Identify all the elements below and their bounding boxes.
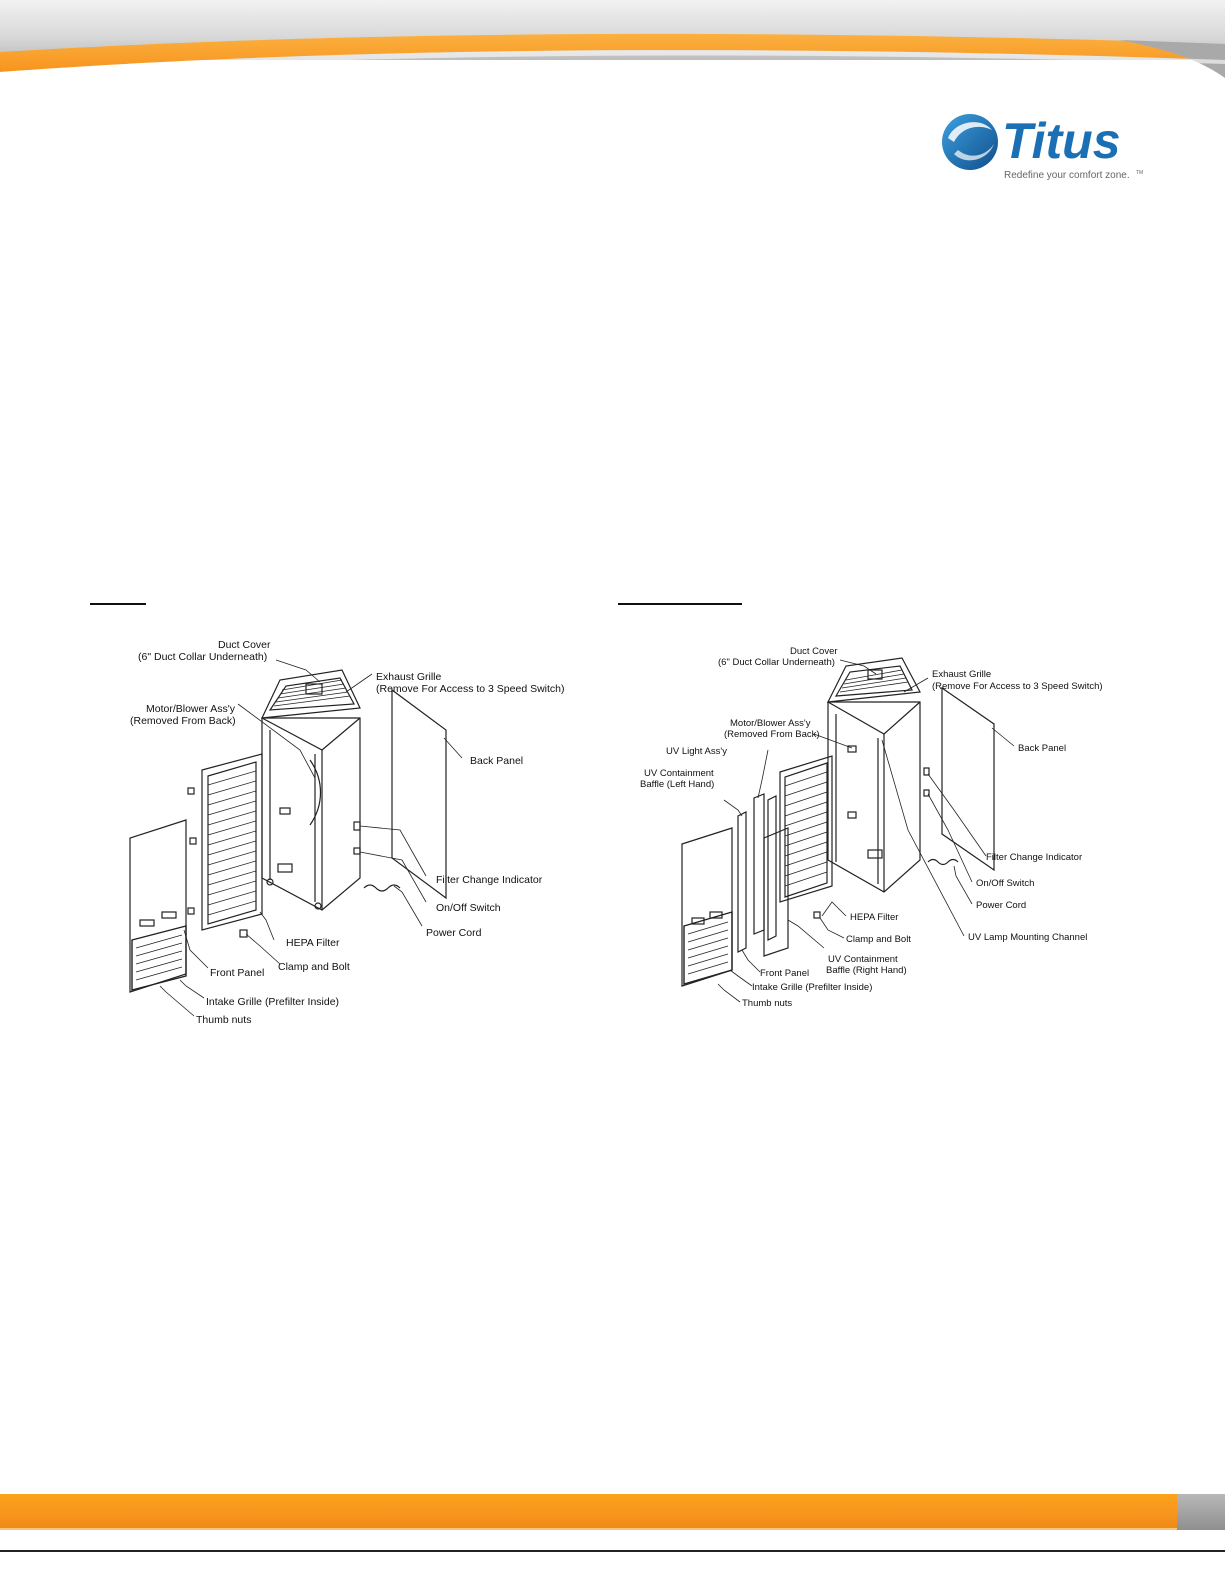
label-front-panel: Front Panel — [760, 968, 810, 979]
label-back-panel: Back Panel — [470, 755, 524, 767]
label-uv-light: UV Light Ass'y — [666, 746, 727, 757]
label-power-cord: Power Cord — [976, 900, 1027, 911]
label-uv-lamp-channel: UV Lamp Mounting Channel — [968, 932, 1088, 943]
label-hepa: HEPA Filter — [850, 912, 899, 923]
label-exhaust-grille: Exhaust Grille — [376, 671, 442, 683]
exploded-diagram-standard — [110, 630, 590, 1030]
label-uv-baffle-right-sub: Baffle (Right Hand) — [826, 965, 907, 976]
label-intake: Intake Grille (Prefilter Inside) — [206, 996, 340, 1008]
logo-tagline: Redefine your comfort zone. — [1004, 170, 1130, 181]
page-number-box — [1177, 1494, 1225, 1530]
label-exhaust-grille: Exhaust Grille — [932, 669, 992, 680]
label-duct-cover-sub: (6" Duct Collar Underneath) — [138, 651, 268, 663]
header-band — [0, 0, 1225, 90]
label-duct-cover-sub: (6" Duct Collar Underneath) — [718, 657, 835, 668]
label-motor-sub: (Removed From Back) — [724, 729, 820, 740]
label-on-off: On/Off Switch — [976, 878, 1035, 889]
section-heading-rule-left — [90, 603, 146, 605]
label-uv-baffle-right: UV Containment — [828, 954, 898, 965]
label-back-panel: Back Panel — [1018, 743, 1067, 754]
label-clamp: Clamp and Bolt — [846, 934, 911, 945]
label-motor-sub: (Removed From Back) — [130, 715, 236, 727]
footer-band — [0, 1490, 1225, 1538]
label-duct-cover: Duct Cover — [218, 639, 271, 651]
label-exhaust-grille-sub: (Remove For Access to 3 Speed Switch) — [932, 681, 1103, 692]
footer-orange-bar — [0, 1494, 1225, 1530]
logo-tm: TM — [1136, 170, 1144, 176]
swirl-logo-icon — [940, 108, 1150, 188]
bottom-rule — [0, 1550, 1225, 1552]
label-front-panel: Front Panel — [210, 967, 265, 979]
label-hepa: HEPA Filter — [286, 937, 340, 949]
section-heading-rule-right — [618, 603, 742, 605]
label-clamp: Clamp and Bolt — [278, 961, 350, 973]
label-duct-cover: Duct Cover — [790, 646, 838, 657]
label-motor: Motor/Blower Ass'y — [730, 718, 811, 729]
label-power-cord: Power Cord — [426, 927, 482, 939]
label-thumb-nuts: Thumb nuts — [742, 998, 793, 1009]
label-on-off: On/Off Switch — [436, 902, 501, 914]
titus-logo — [940, 108, 1150, 188]
label-filter-change: Filter Change Indicator — [986, 852, 1083, 863]
label-intake: Intake Grille (Prefilter Inside) — [752, 982, 873, 993]
exploded-diagram-uv — [638, 630, 1118, 1030]
label-uv-baffle-left: UV Containment — [644, 768, 714, 779]
label-exhaust-grille-sub: (Remove For Access to 3 Speed Switch) — [376, 683, 565, 695]
label-filter-change: Filter Change Indicator — [436, 874, 543, 886]
logo-wordmark: Titus — [1002, 113, 1121, 169]
label-uv-baffle-left-sub: Baffle (Left Hand) — [640, 779, 715, 790]
label-thumb-nuts: Thumb nuts — [196, 1014, 252, 1026]
label-motor: Motor/Blower Ass'y — [146, 703, 235, 715]
